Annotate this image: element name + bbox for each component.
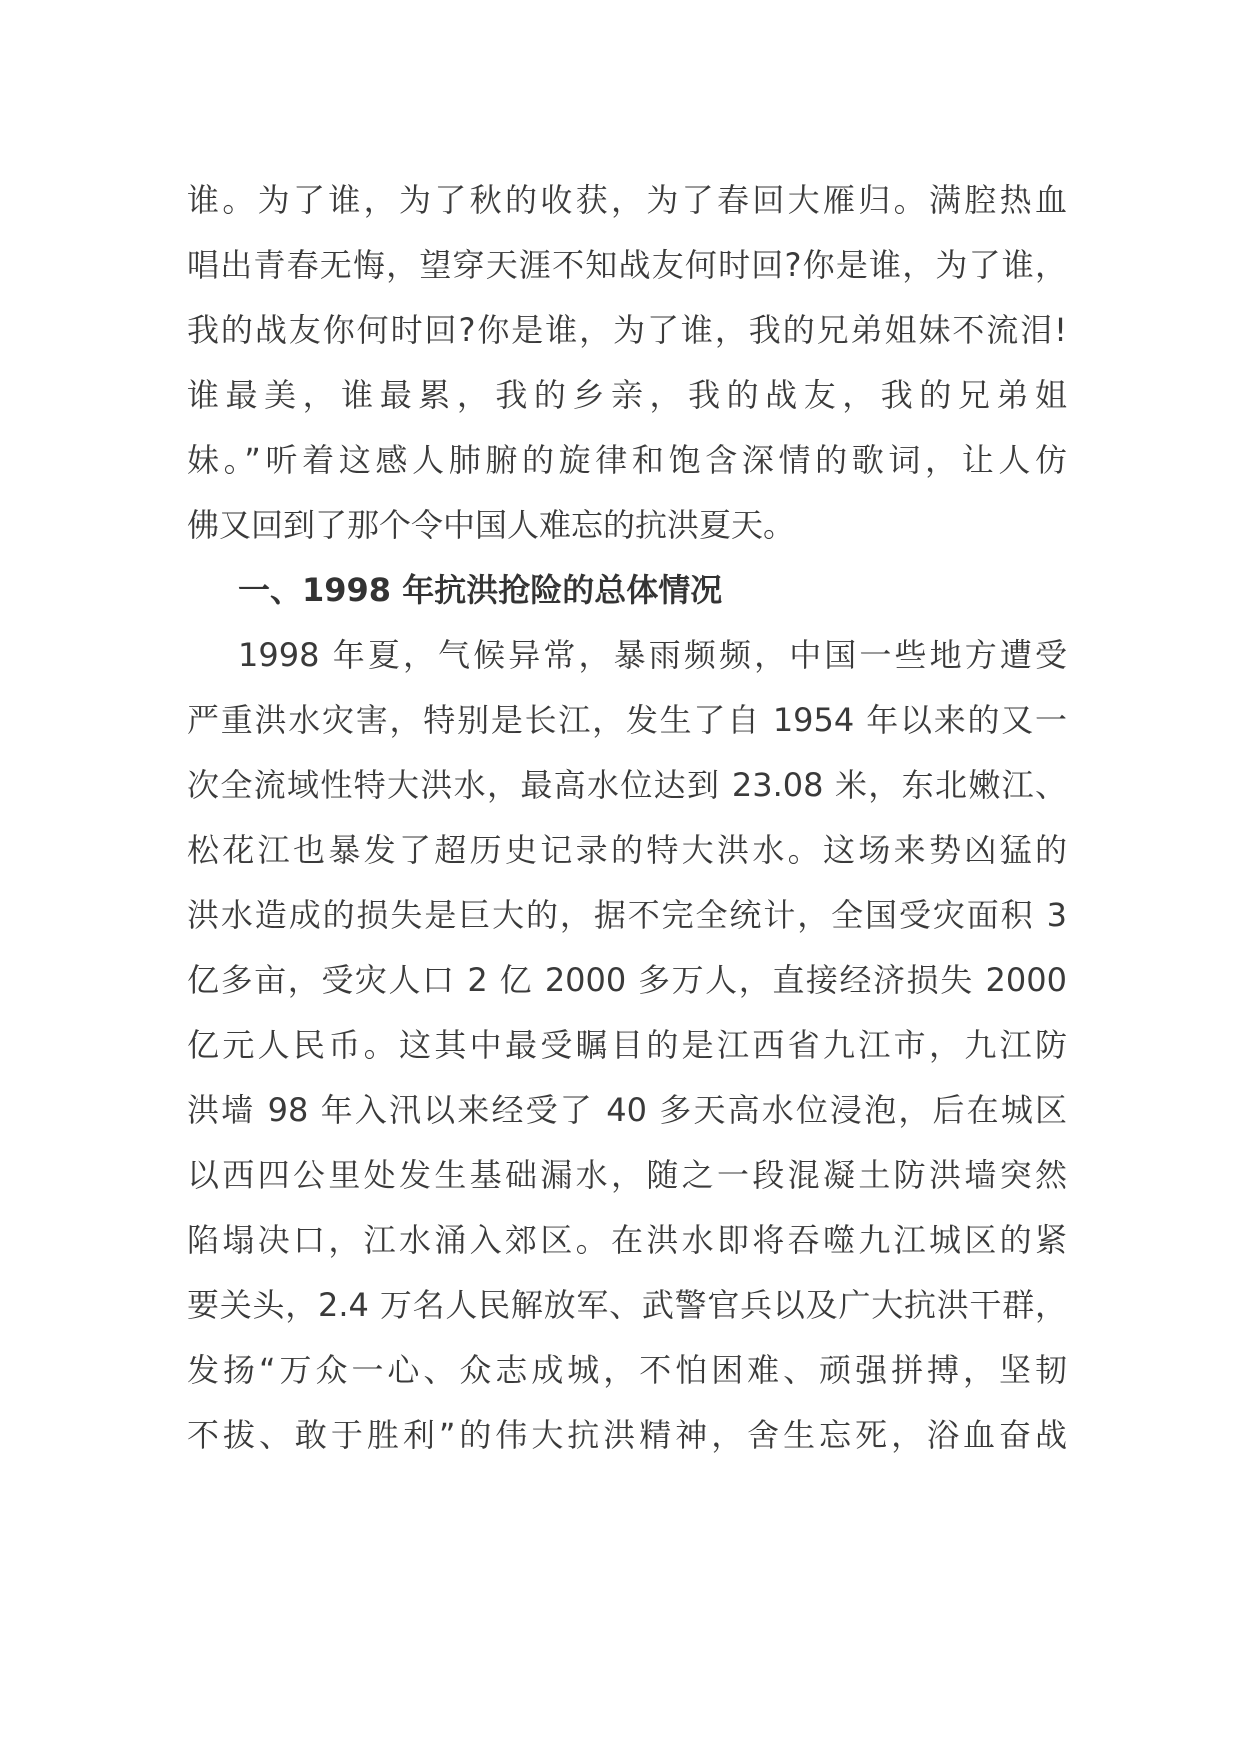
paragraph-line: 妹。”听着这感人肺腑的旋律和饱含深情的歌词，让人仿 <box>187 441 1067 479</box>
document-body <box>187 168 1067 1468</box>
paragraph-line: 松花江也暴发了超历史记录的特大洪水。这场来势凶猛的 <box>187 831 1067 869</box>
paragraph-line: 谁。为了谁，为了秋的收获，为了春回大雁归。满腔热血 <box>187 181 1067 219</box>
paragraph-line: 次全流域性特大洪水，最高水位达到 23.08 米，东北嫩江、 <box>187 766 1067 804</box>
paragraph-line: 亿多亩，受灾人口 2 亿 2000 多万人，直接经济损失 2000 <box>187 961 1067 999</box>
paragraph-line: 洪墙 98 年入汛以来经受了 40 多天高水位浸泡，后在城区 <box>187 1091 1067 1129</box>
paragraph-line: 1998 年夏，气候异常，暴雨频频，中国一些地方遭受 <box>238 636 1067 674</box>
paragraph-line: 洪水造成的损失是巨大的，据不完全统计，全国受灾面积 3 <box>187 896 1067 934</box>
paragraph-line: 唱出青春无悔，望穿天涯不知战友何时回?你是谁，为了谁， <box>187 246 1067 284</box>
paragraph-line: 发扬“万众一心、众志成城，不怕困难、顽强拼搏，坚韧 <box>187 1351 1067 1389</box>
paragraph-line: 我的战友你何时回?你是谁，为了谁，我的兄弟姐妹不流泪! <box>187 311 1067 349</box>
section-heading: 一、1998 年抗洪抢险的总体情况 <box>238 571 723 609</box>
paragraph-line: 陷塌决口，江水涌入郊区。在洪水即将吞噬九江城区的紧 <box>187 1221 1067 1259</box>
paragraph-line: 要关头，2.4 万名人民解放军、武警官兵以及广大抗洪干群， <box>187 1286 1067 1324</box>
paragraph-line: 严重洪水灾害，特别是长江，发生了自 1954 年以来的又一 <box>187 701 1067 739</box>
paragraph-line: 以西四公里处发生基础漏水，随之一段混凝土防洪墙突然 <box>187 1156 1067 1194</box>
paragraph-line: 谁最美，谁最累，我的乡亲，我的战友，我的兄弟姐 <box>187 376 1067 414</box>
paragraph-line: 佛又回到了那个令中国人难忘的抗洪夏天。 <box>187 506 796 544</box>
paragraph-line: 亿元人民币。这其中最受瞩目的是江西省九江市，九江防 <box>187 1026 1067 1064</box>
paragraph-line: 不拔、敢于胜利”的伟大抗洪精神，舍生忘死，浴血奋战 <box>187 1416 1067 1454</box>
